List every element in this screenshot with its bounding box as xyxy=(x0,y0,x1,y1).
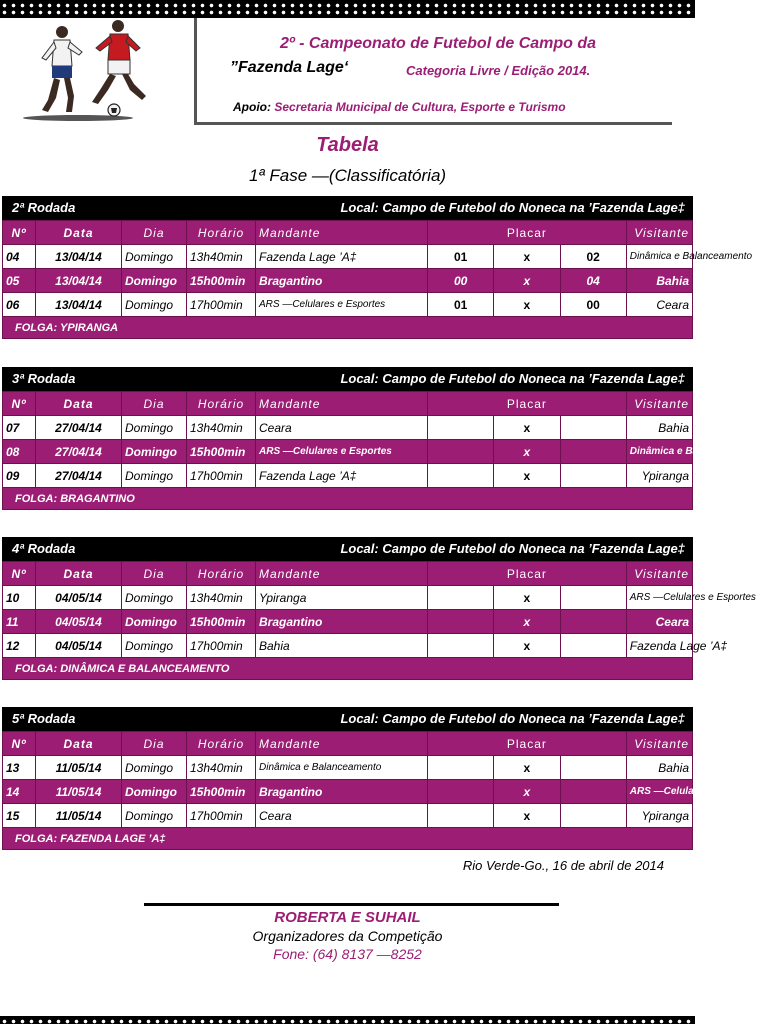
away-score xyxy=(560,634,626,658)
sponsor-value: Secretaria Municipal de Cultura, Esporte e Turismo xyxy=(274,100,566,114)
game-day: Domingo xyxy=(122,293,187,317)
home-team: Ypiranga xyxy=(256,586,428,610)
game-day: Domingo xyxy=(122,416,187,440)
home-score xyxy=(428,634,494,658)
star-border-bottom xyxy=(0,1016,695,1024)
table-row xyxy=(3,464,693,488)
round-section xyxy=(2,537,756,680)
header-time: Horário xyxy=(187,562,256,586)
game-date: 11/05/14 xyxy=(36,780,122,804)
game-number: 04 xyxy=(3,245,36,269)
header-date: Data xyxy=(36,221,122,245)
away-team: Bahia xyxy=(626,416,692,440)
game-time: 17h00min xyxy=(187,804,256,828)
away-team: Dinâmica e Balanceamento xyxy=(626,440,692,464)
game-time: 15h00min xyxy=(187,440,256,464)
game-date: 11/05/14 xyxy=(36,804,122,828)
round-location: Local: Campo de Futebol do Noneca na ’Fazenda Lage‡ xyxy=(340,200,685,215)
championship-title: 2º - Campeonato de Futebol de Campo da xyxy=(279,35,597,52)
bye-team: FOLGA: BRAGANTINO xyxy=(2,488,693,510)
header-time: Horário xyxy=(187,392,256,416)
table-row xyxy=(3,245,693,269)
header-day: Dia xyxy=(122,392,187,416)
score-separator: x xyxy=(494,245,560,269)
header-away: Visitante xyxy=(626,732,692,756)
away-team: Ceara xyxy=(626,293,692,317)
home-score xyxy=(428,464,494,488)
round-name: 5ª Rodada xyxy=(12,711,76,726)
away-team: Ceara xyxy=(626,610,692,634)
header-home: Mandante xyxy=(256,562,428,586)
away-score xyxy=(560,756,626,780)
round-header xyxy=(2,196,693,220)
table-row xyxy=(3,780,693,804)
home-team: Ceara xyxy=(256,416,428,440)
home-team: ARS —Celulares e Esportes xyxy=(256,440,428,464)
game-day: Domingo xyxy=(122,804,187,828)
away-score xyxy=(560,416,626,440)
home-team: Bragantino xyxy=(256,610,428,634)
bye-team: FOLGA: DINÂMICA E BALANCEAMENTO xyxy=(2,658,693,680)
game-time: 15h00min xyxy=(187,610,256,634)
game-number: 08 xyxy=(3,440,36,464)
away-score: 00 xyxy=(560,293,626,317)
home-team: Fazenda Lage ’A‡ xyxy=(256,245,428,269)
round-section xyxy=(2,707,763,850)
home-score xyxy=(428,440,494,464)
header-divider xyxy=(194,18,197,124)
home-score xyxy=(428,416,494,440)
header-day: Dia xyxy=(122,221,187,245)
header-away: Visitante xyxy=(626,392,692,416)
header-score: Placar xyxy=(428,562,627,586)
table-row xyxy=(3,269,693,293)
header-score: Placar xyxy=(428,392,627,416)
game-time: 17h00min xyxy=(187,293,256,317)
game-date: 11/05/14 xyxy=(36,756,122,780)
header-underline xyxy=(194,122,672,125)
game-date: 04/05/14 xyxy=(36,610,122,634)
table-header-row xyxy=(3,562,693,586)
sponsor-label: Apoio: xyxy=(233,100,271,114)
table-row xyxy=(3,586,693,610)
game-number: 09 xyxy=(3,464,36,488)
table-header-row xyxy=(3,392,693,416)
games-table xyxy=(2,220,753,317)
game-date: 04/05/14 xyxy=(36,586,122,610)
signature-role: Organizadores da Competição xyxy=(252,928,443,944)
header-home: Mandante xyxy=(256,732,428,756)
header-day: Dia xyxy=(122,732,187,756)
round-location: Local: Campo de Futebol do Noneca na ’Fazenda Lage‡ xyxy=(340,371,685,386)
score-separator: x xyxy=(494,269,560,293)
bye-team: FOLGA: YPIRANGA xyxy=(2,317,693,339)
home-team: Bragantino xyxy=(256,780,428,804)
games-table xyxy=(2,561,756,658)
game-date: 27/04/14 xyxy=(36,416,122,440)
signature-name: ROBERTA E SUHAIL xyxy=(274,909,421,926)
round-name: 3ª Rodada xyxy=(12,371,76,386)
dateline: Rio Verde-Go., 16 de abril de 2014 xyxy=(462,858,664,873)
game-date: 13/04/14 xyxy=(36,269,122,293)
game-date: 13/04/14 xyxy=(36,293,122,317)
score-separator: x xyxy=(494,464,560,488)
table-row xyxy=(3,610,693,634)
header-date: Data xyxy=(36,562,122,586)
round-header xyxy=(2,707,693,731)
header-time: Horário xyxy=(187,221,256,245)
header-away: Visitante xyxy=(626,562,692,586)
score-separator: x xyxy=(494,440,560,464)
away-score xyxy=(560,464,626,488)
game-day: Domingo xyxy=(122,780,187,804)
home-score xyxy=(428,586,494,610)
home-score xyxy=(428,610,494,634)
round-location: Local: Campo de Futebol do Noneca na ’Fazenda Lage‡ xyxy=(340,541,685,556)
page-title: Tabela xyxy=(316,134,379,156)
header-day: Dia xyxy=(122,562,187,586)
phase-title: 1ª Fase —(Classificatória) xyxy=(248,166,447,185)
table-row xyxy=(3,804,693,828)
round-name: 4ª Rodada xyxy=(12,541,76,556)
header-no: Nº xyxy=(3,732,36,756)
score-separator: x xyxy=(494,416,560,440)
round-header xyxy=(2,537,693,561)
game-number: 10 xyxy=(3,586,36,610)
header-home: Mandante xyxy=(256,392,428,416)
table-row xyxy=(3,634,693,658)
round-section xyxy=(2,196,753,339)
game-date: 27/04/14 xyxy=(36,464,122,488)
away-team: Ypiranga xyxy=(626,804,692,828)
away-team: Fazenda Lage ’A‡ xyxy=(626,634,692,658)
game-day: Domingo xyxy=(122,440,187,464)
header-time: Horário xyxy=(187,732,256,756)
away-team: ARS —Celulares e Esportes xyxy=(626,586,692,610)
game-date: 27/04/14 xyxy=(36,440,122,464)
header-score: Placar xyxy=(428,221,627,245)
game-day: Domingo xyxy=(122,245,187,269)
signature-line xyxy=(144,903,559,906)
table-row xyxy=(3,440,693,464)
score-separator: x xyxy=(494,586,560,610)
away-team: Ypiranga xyxy=(626,464,692,488)
game-time: 13h40min xyxy=(187,245,256,269)
round-section xyxy=(2,367,760,510)
game-day: Domingo xyxy=(122,464,187,488)
game-number: 13 xyxy=(3,756,36,780)
header-date: Data xyxy=(36,392,122,416)
away-score xyxy=(560,610,626,634)
home-score: 00 xyxy=(428,269,494,293)
sponsor-line xyxy=(233,100,566,114)
games-table xyxy=(2,391,760,488)
away-team: ARS —Celulares e Esportes xyxy=(626,780,692,804)
venue-name: ”Fazenda Lage‘ xyxy=(230,59,349,76)
game-number: 06 xyxy=(3,293,36,317)
score-separator: x xyxy=(494,634,560,658)
table-header-row xyxy=(3,221,693,245)
bye-team: FOLGA: FAZENDA LAGE ’A‡ xyxy=(2,828,693,850)
game-time: 13h40min xyxy=(187,756,256,780)
game-day: Domingo xyxy=(122,634,187,658)
game-day: Domingo xyxy=(122,269,187,293)
soccer-players-logo xyxy=(18,18,184,122)
away-team: Bahia xyxy=(626,269,692,293)
game-time: 13h40min xyxy=(187,416,256,440)
score-separator: x xyxy=(494,756,560,780)
contact-phone: Fone: (64) 8137 —8252 xyxy=(273,946,422,962)
table-row xyxy=(3,756,693,780)
game-time: 17h00min xyxy=(187,634,256,658)
away-score xyxy=(560,804,626,828)
header-away: Visitante xyxy=(626,221,692,245)
game-day: Domingo xyxy=(122,756,187,780)
score-separator: x xyxy=(494,804,560,828)
away-score xyxy=(560,780,626,804)
game-number: 11 xyxy=(3,610,36,634)
score-separator: x xyxy=(494,610,560,634)
game-number: 15 xyxy=(3,804,36,828)
home-team: Ceara xyxy=(256,804,428,828)
game-time: 15h00min xyxy=(187,780,256,804)
game-day: Domingo xyxy=(122,610,187,634)
star-border-top xyxy=(0,0,695,18)
game-number: 14 xyxy=(3,780,36,804)
game-time: 13h40min xyxy=(187,586,256,610)
home-score: 01 xyxy=(428,245,494,269)
game-time: 17h00min xyxy=(187,464,256,488)
home-score: 01 xyxy=(428,293,494,317)
home-team: Bahia xyxy=(256,634,428,658)
game-day: Domingo xyxy=(122,586,187,610)
games-table xyxy=(2,731,763,828)
home-team: Bragantino xyxy=(256,269,428,293)
home-score xyxy=(428,780,494,804)
home-team: ARS —Celulares e Esportes xyxy=(256,293,428,317)
away-score xyxy=(560,440,626,464)
away-score: 04 xyxy=(560,269,626,293)
header-date: Data xyxy=(36,732,122,756)
category-edition: Categoria Livre / Edição 2014. xyxy=(406,63,591,78)
game-number: 05 xyxy=(3,269,36,293)
header-no: Nº xyxy=(3,392,36,416)
game-number: 12 xyxy=(3,634,36,658)
table-row xyxy=(3,416,693,440)
away-team: Bahia xyxy=(626,756,692,780)
game-date: 13/04/14 xyxy=(36,245,122,269)
away-score xyxy=(560,586,626,610)
header-no: Nº xyxy=(3,221,36,245)
home-team: Dinâmica e Balanceamento xyxy=(256,756,428,780)
home-score xyxy=(428,804,494,828)
away-team: Dinâmica e Balanceamento xyxy=(626,245,692,269)
home-score xyxy=(428,756,494,780)
header-home: Mandante xyxy=(256,221,428,245)
round-name: 2ª Rodada xyxy=(12,200,76,215)
round-location: Local: Campo de Futebol do Noneca na ’Fazenda Lage‡ xyxy=(340,711,685,726)
table-row xyxy=(3,293,693,317)
header xyxy=(8,18,690,124)
home-team: Fazenda Lage ’A‡ xyxy=(256,464,428,488)
game-date: 04/05/14 xyxy=(36,634,122,658)
table-header-row xyxy=(3,732,693,756)
round-header xyxy=(2,367,693,391)
score-separator: x xyxy=(494,293,560,317)
game-number: 07 xyxy=(3,416,36,440)
away-score: 02 xyxy=(560,245,626,269)
header-score: Placar xyxy=(428,732,627,756)
header-no: Nº xyxy=(3,562,36,586)
score-separator: x xyxy=(494,780,560,804)
game-time: 15h00min xyxy=(187,269,256,293)
